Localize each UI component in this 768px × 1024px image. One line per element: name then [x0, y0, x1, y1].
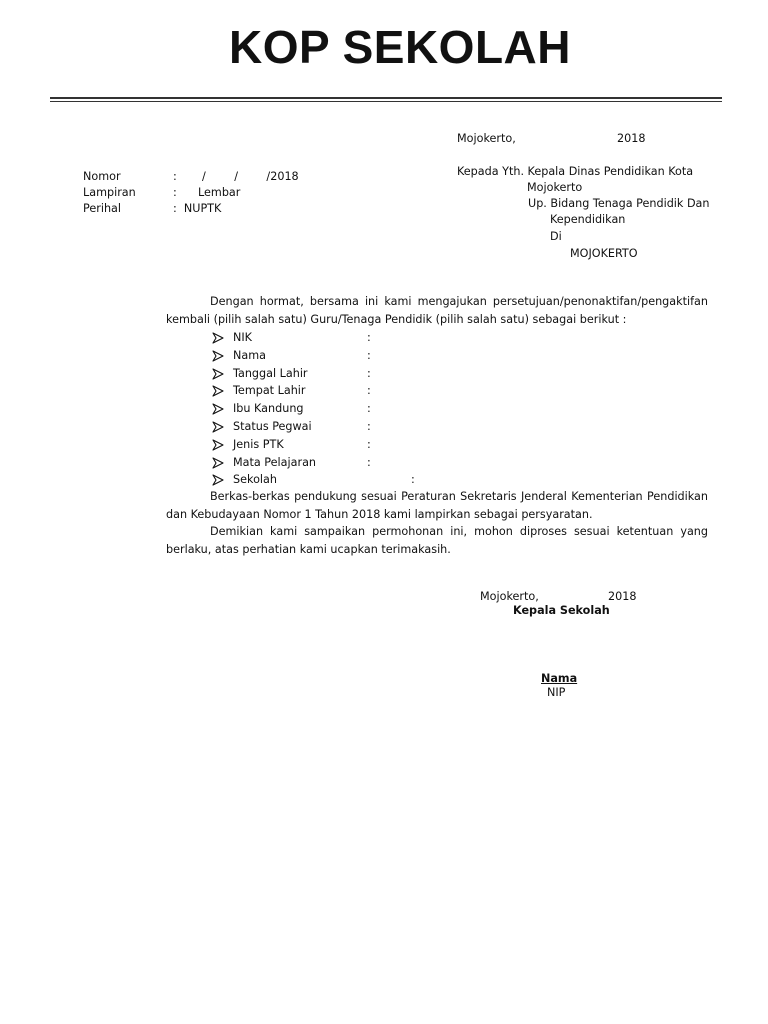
list-item-colon: : — [367, 455, 371, 469]
list-item-label: NIK — [233, 331, 253, 344]
lampiran-value: Lembar — [198, 186, 241, 199]
letterhead-rule-thin — [50, 101, 722, 102]
arrow-bullet-icon — [212, 403, 224, 415]
signature-place: Mojokerto, — [480, 590, 539, 603]
nomor-label: Nomor — [83, 170, 121, 183]
recipient-line-2: Mojokerto — [527, 181, 583, 194]
list-item — [212, 330, 632, 348]
list-item — [212, 401, 632, 419]
recipient-line-1: Kepada Yth. Kepala Dinas Pendidikan Kota — [457, 165, 694, 178]
signature-title: Kepala Sekolah — [513, 604, 610, 617]
list-item-colon: : — [367, 348, 371, 362]
list-item-label: Sekolah — [233, 473, 277, 487]
arrow-bullet-icon — [212, 421, 224, 433]
letterhead-title: KOP SEKOLAH — [228, 21, 572, 73]
list-item-colon: : — [367, 437, 371, 451]
date-place: Mojokerto, — [457, 132, 516, 145]
list-item-label: Status Pegwai — [233, 420, 312, 433]
recipient-line-6: MOJOKERTO — [570, 247, 638, 260]
opening-paragraph: Dengan hormat, bersama ini kami mengajukan persetujuan/penonaktifan/pengaktifan kembali (pilih salah satu) Guru/Tenaga Pendidik (pilih salah satu) sebagai berikut : — [166, 295, 708, 326]
arrow-bullet-icon — [212, 368, 224, 380]
list-item-colon: : — [367, 402, 371, 416]
list-item-label: Nama — [233, 348, 266, 362]
list-item-colon: : — [367, 384, 371, 398]
date-year: 2018 — [617, 132, 646, 145]
list-item — [212, 383, 632, 401]
recipient-line-3: Up. Bidang Tenaga Pendidik Dan — [528, 197, 710, 210]
list-item-label: Jenis PTK — [233, 437, 284, 451]
berkas-paragraph: Berkas-berkas pendukung sesuai Peraturan Sekretaris Jenderal Kementerian Pendidikan dan Kebudayaan Nomor 1 Tahun 2018 kami lampirkan sebagai persyaratan. — [166, 490, 708, 521]
arrow-bullet-icon — [212, 457, 224, 469]
list-item — [212, 348, 632, 366]
list-item — [212, 455, 632, 473]
letterhead-rule-thick — [50, 97, 722, 99]
arrow-bullet-icon — [212, 385, 224, 397]
recipient-line-4: Kependidikan — [550, 213, 626, 226]
signature-name: Nama — [541, 672, 578, 685]
list-item-label: Tempat Lahir — [233, 384, 306, 398]
closing-paragraph: Demikian kami sampaikan permohonan ini, mohon diproses sesuai ketentuan yang berlaku, atas perhatian kami ucapkan terimakasih. — [166, 525, 708, 556]
arrow-bullet-icon — [212, 474, 224, 486]
signature-nip: NIP — [547, 686, 566, 699]
arrow-bullet-icon — [212, 332, 224, 344]
list-item-colon: : — [367, 420, 371, 433]
list-item — [212, 437, 632, 455]
arrow-bullet-icon — [212, 439, 224, 451]
list-item-colon: : — [367, 366, 371, 380]
lampiran-colon: : — [173, 186, 177, 199]
nomor-colon: : — [173, 170, 177, 183]
signature-year: 2018 — [608, 590, 637, 603]
list-item-colon: : — [367, 331, 371, 344]
perihal-label: Perihal — [83, 202, 121, 215]
list-item-label: Ibu Kandung — [233, 402, 304, 416]
lampiran-label: Lampiran — [83, 186, 136, 199]
recipient-line-5: Di — [550, 230, 562, 243]
nomor-value: / / /2018 — [202, 170, 299, 183]
arrow-bullet-icon — [212, 350, 224, 362]
list-item-label: Mata Pelajaran — [233, 455, 317, 469]
perihal-value: : NUPTK — [173, 202, 222, 215]
list-item — [212, 419, 632, 437]
list-item — [212, 366, 632, 384]
list-item-label: Tanggal Lahir — [233, 366, 308, 380]
list-item-colon: : — [411, 473, 415, 487]
